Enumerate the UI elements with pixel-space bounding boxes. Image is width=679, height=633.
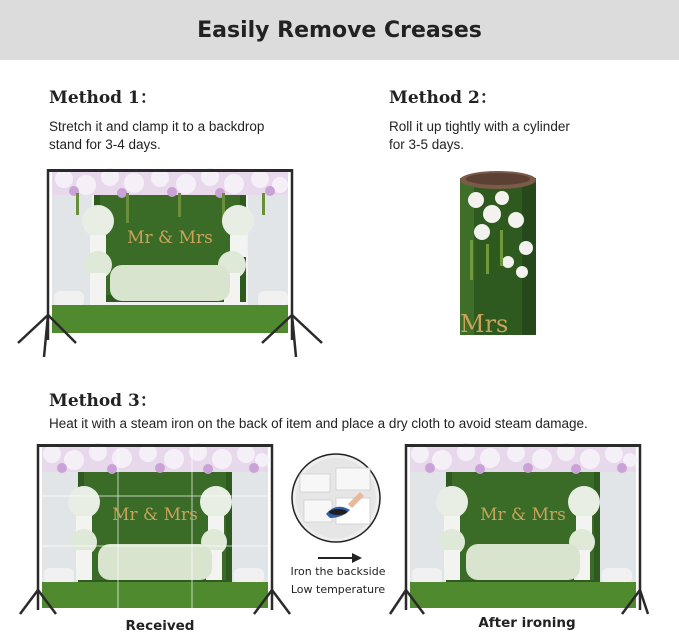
method-3-title: Method 3： (49, 391, 157, 411)
backdrop-on-stand-image (14, 165, 326, 360)
iron-line-2: Low temperature (290, 583, 386, 596)
page-title: Easily Remove Creases (197, 17, 482, 43)
method-2-title: Method 2： (389, 88, 497, 108)
caption-received: Received (125, 618, 195, 633)
received-backdrop-image (28, 440, 282, 616)
method-2-line-1: Roll it up tightly with a cylinder (389, 119, 570, 134)
method-1-line-1: Stretch it and clamp it to a backdrop (49, 119, 265, 134)
backdrop-text-received: Mr & Mrs (112, 505, 198, 525)
method-1-title: Method 1： (49, 88, 157, 108)
method-1-description (49, 118, 264, 154)
method-1-line-2: stand for 3-4 days. (49, 137, 161, 152)
method-2-description (389, 118, 570, 154)
backdrop-text-1: Mr & Mrs (127, 228, 213, 248)
header-banner (0, 0, 679, 60)
backdrop-text-after: Mr & Mrs (480, 505, 566, 525)
method-3-description: Heat it with a steam iron on the back of item and place a dry cloth to avoid steam damage. (49, 416, 588, 431)
iron-line-1: Iron the backside (290, 565, 386, 578)
roll-text: Mrs (460, 310, 509, 338)
rolled-backdrop-image (456, 170, 540, 338)
after-ironing-backdrop-image (396, 440, 650, 616)
iron-instructions (283, 563, 393, 599)
caption-after-ironing: After ironing (478, 615, 576, 631)
method-2-line-2: for 3-5 days. (389, 137, 465, 152)
steam-iron-circle (290, 452, 382, 544)
